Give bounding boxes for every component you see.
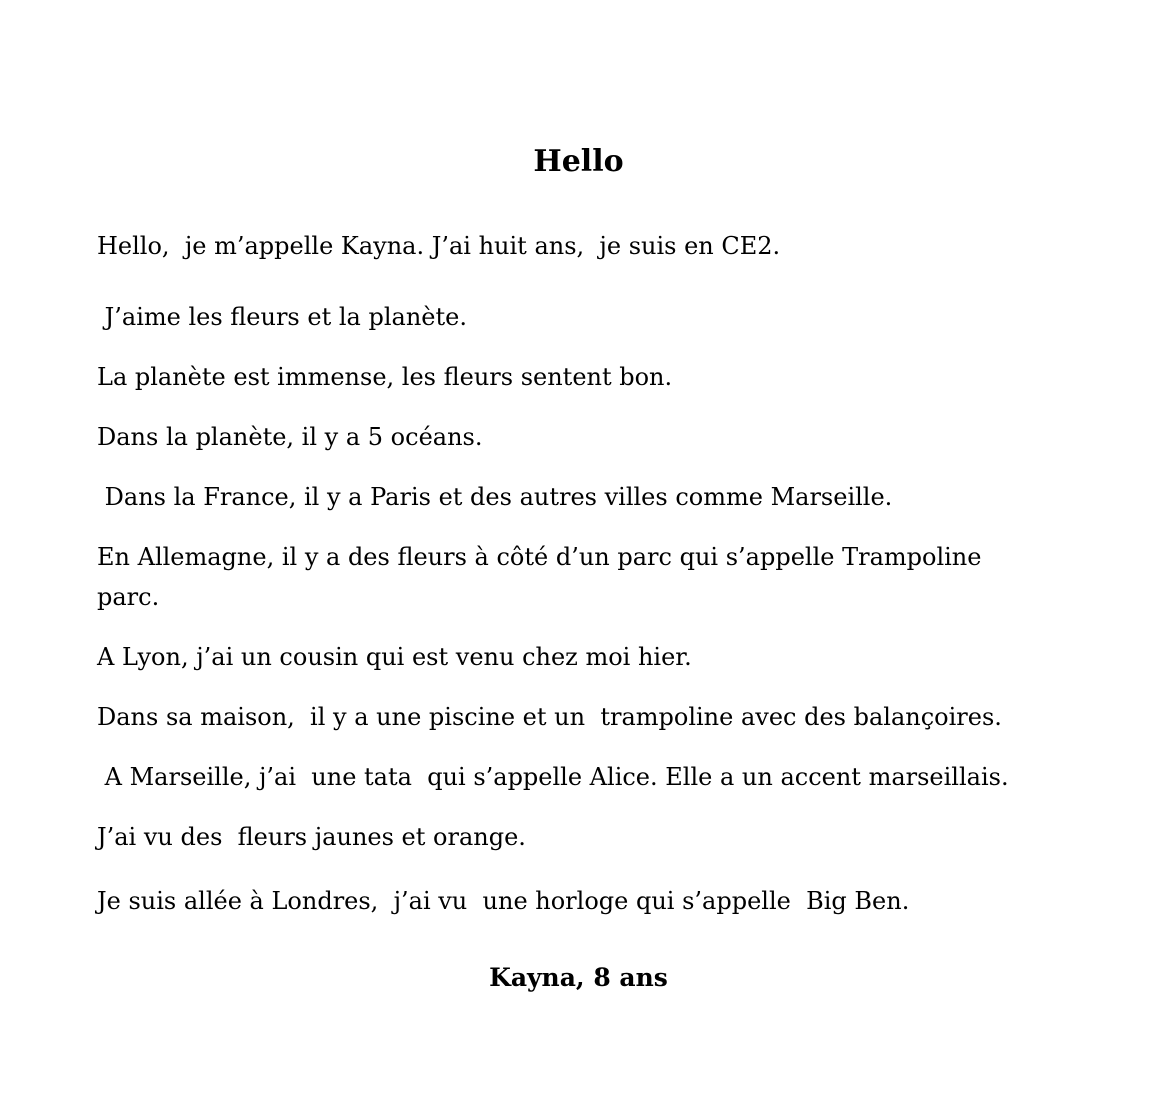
paragraph-london: Je suis allée à Londres, j’ai vu une horloge qui s’appelle Big Ben. (97, 887, 910, 915)
paragraph-france: Dans la France, il y a Paris et des autres villes comme Marseille. (97, 483, 893, 511)
paragraph-lyon: A Lyon, j’ai un cousin qui est venu chez moi hier. (97, 643, 692, 671)
document-title: Hello (533, 144, 624, 179)
paragraph-introduction: Hello, je m’appelle Kayna. J’ai huit ans, je suis en CE2. (97, 232, 781, 260)
paragraph-flowers: J’ai vu des fleurs jaunes et orange. (97, 823, 526, 851)
paragraph-marseille: A Marseille, j’ai une tata qui s’appelle Alice. Elle a un accent marseillais. (97, 763, 1009, 791)
paragraph-house: Dans sa maison, il y a une piscine et un trampoline avec des balançoires. (97, 703, 1002, 731)
paragraph-germany: En Allemagne, il y a des fleurs à côté d’un parc qui s’appelle Trampoline parc. (97, 543, 990, 611)
paragraph-oceans: Dans la planète, il y a 5 océans. (97, 423, 483, 451)
signature: Kayna, 8 ans (489, 963, 668, 992)
paragraph-planet: La planète est immense, les fleurs sentent bon. (97, 363, 673, 391)
paragraph-likes: J’aime les fleurs et la planète. (97, 303, 467, 331)
